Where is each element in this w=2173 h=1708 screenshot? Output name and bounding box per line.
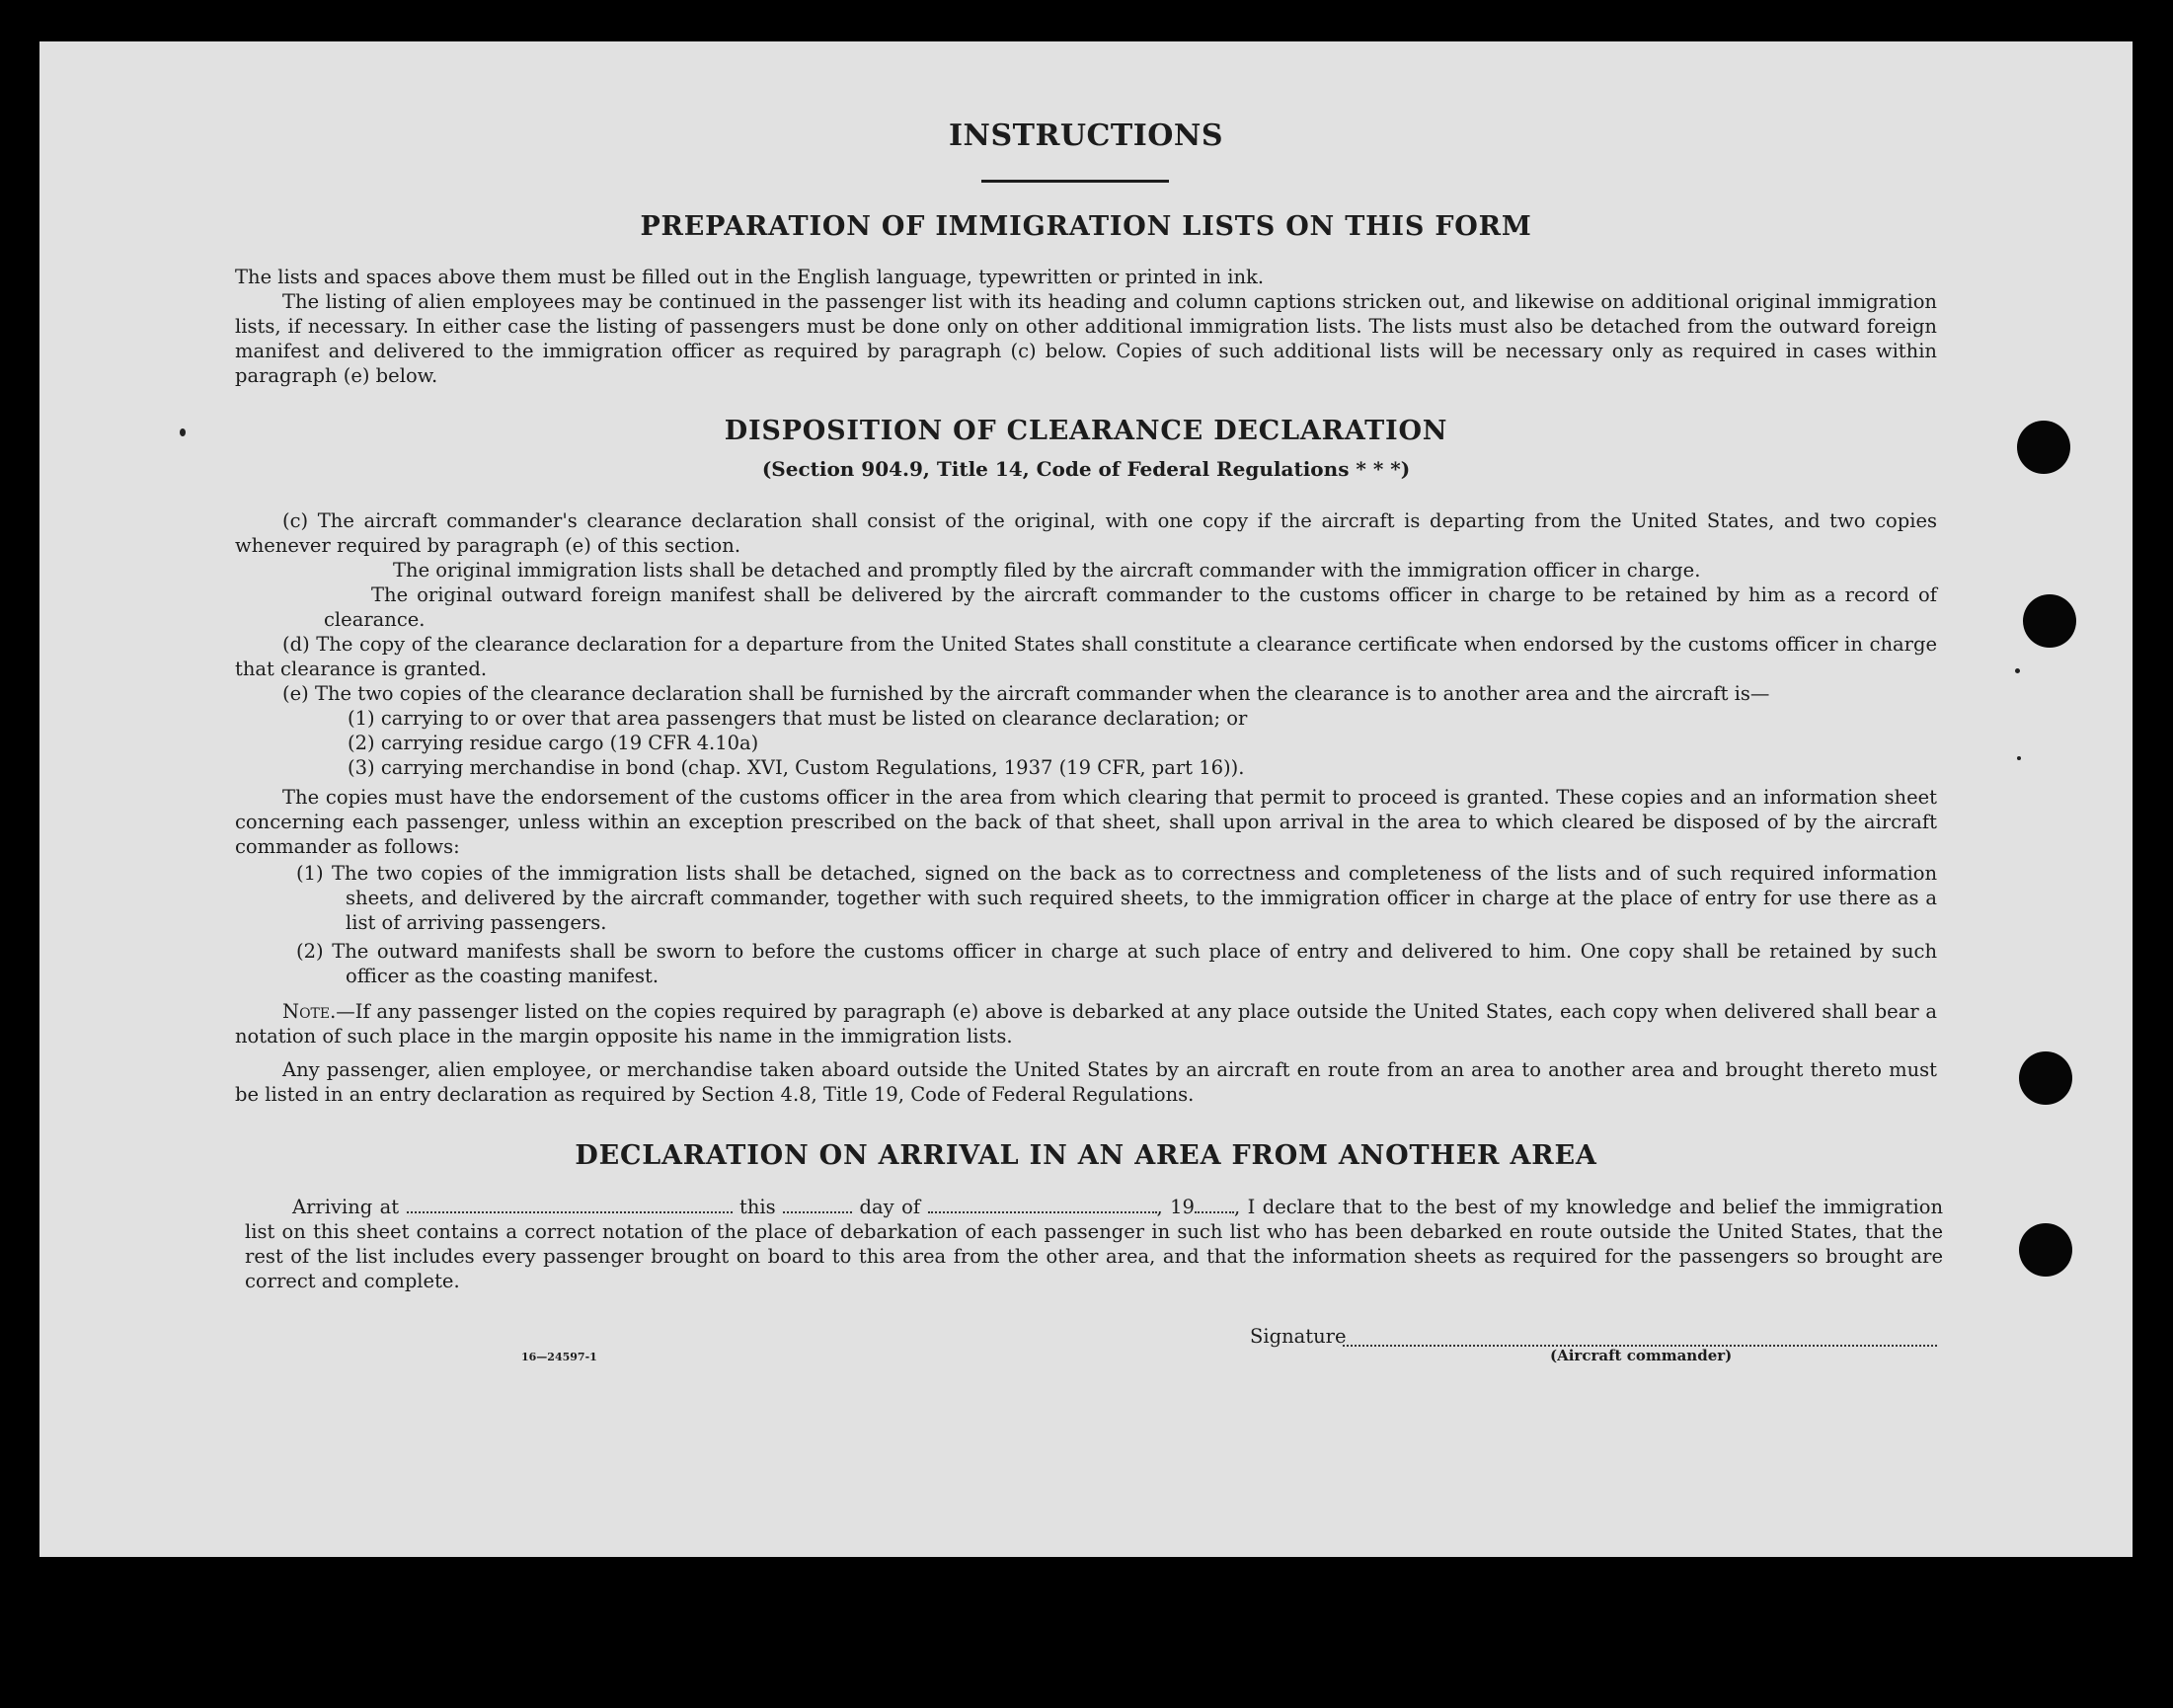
signature-caption: (Aircraft commander) <box>1550 1347 1733 1364</box>
paragraph-e: (e) The two copies of the clearance declaration shall be furnished by the aircraft commander when the clearance is to another area and the aircraft is— <box>282 682 1770 705</box>
form-number: 16—24597-1 <box>521 1351 597 1363</box>
paragraph-e-item-3: (3) carrying merchandise in bond (chap. XVI, Custom Regulations, 1937 (19 CFR, part 16)). <box>348 756 1245 779</box>
punch-mark <box>2017 756 2021 760</box>
day-of-label: day of <box>859 1196 921 1218</box>
punch-hole <box>2023 594 2076 648</box>
declaration-paragraph <box>245 1195 1943 1293</box>
title-rule <box>981 180 1169 183</box>
paragraph-c-original-lists: The original immigration lists shall be detached and promptly filed by the aircraft commander with the immigration officer in charge. <box>393 559 1701 582</box>
arrival-place-field[interactable] <box>407 1198 733 1213</box>
note-paragraph <box>235 999 1937 1048</box>
arrival-year-field[interactable] <box>1195 1198 1234 1213</box>
preparation-paragraph-1: The lists and spaces above them must be filled out in the English language, typewritten or printed in ink. <box>235 266 1265 288</box>
preparation-paragraph-2: The listing of alien employees may be continued in the passenger list with its heading and column captions stricken out, and likewise on additional original immigration lists, if necessary. In either case the listing of passengers must be done only on other additional immigration lists. The lists must also be detached from the outward foreign manifest and delivered to the immigration officer as required by paragraph (c) below. Copies of such additional lists will be necessary only as required in cases within paragraph (e) below. <box>235 290 1937 387</box>
paragraph-c: (c) The aircraft commander's clearance declaration shall consist of the original, with one copy if the aircraft is departing from the United States, and two copies whenever required by paragraph (e) of this section. <box>235 509 1937 557</box>
arrival-day-field[interactable] <box>783 1198 852 1213</box>
arrival-month-field[interactable] <box>928 1198 1157 1213</box>
copies-item-1: (1) The two copies of the immigration lists shall be detached, signed on the back as to correctness and completeness of the lists and of such required information sheets, and delivered by the aircraft commander, together with such required sheets, to the immigration officer in charge at the place of entry for use there as a list of arriving passengers. <box>296 862 1937 934</box>
note-label: Note. <box>282 1000 337 1023</box>
copies-paragraph: The copies must have the endorsement of the customs officer in the area from which clearing that permit to proceed is granted. These copies and an information sheet concerning each passenger, unless within an exception prescribed on the back of that sheet, shall upon arrival in the area to which cleared be disposed of by the aircraft commander as follows: <box>235 786 1937 858</box>
any-passenger-paragraph: Any passenger, alien employee, or merchandise taken aboard outside the United States by an aircraft en route from an area to another area and brought thereto must be listed in an entry declaration as required by Section 4.8, Title 19, Code of Federal Regulations. <box>235 1058 1937 1106</box>
form-page <box>39 41 2133 1557</box>
disposition-subheading: (Section 904.9, Title 14, Code of Federal Regulations * * *) <box>761 457 1411 481</box>
copies-item-2: (2) The outward manifests shall be sworn to before the customs officer in charge at such place of entry and delivered to him. One copy shall be retained by such officer as the coasting manifest. <box>296 940 1937 987</box>
year-prefix-label: , 19 <box>1156 1196 1195 1218</box>
paragraph-e-item-2: (2) carrying residue cargo (19 CFR 4.10a) <box>348 732 759 754</box>
instructions-title: INSTRUCTIONS <box>949 118 1223 153</box>
paragraph-c-outward-manifest: The original outward foreign manifest shall be delivered by the aircraft commander to the customs officer in charge to be retained by him as a record of clearance. <box>324 583 1937 631</box>
punch-hole <box>2019 1051 2072 1105</box>
disposition-heading: DISPOSITION OF CLEARANCE DECLARATION <box>724 416 1448 446</box>
paragraph-e-item-1: (1) carrying to or over that area passengers that must be listed on clearance declaration; or <box>348 707 1248 730</box>
paragraph-d: (d) The copy of the clearance declaration for a departure from the United States shall constitute a clearance certificate when endorsed by the customs officer in charge that clearance is granted. <box>235 633 1937 680</box>
declaration-heading: DECLARATION ON ARRIVAL IN AN AREA FROM ANOTHER AREA <box>575 1140 1597 1171</box>
this-label: this <box>739 1196 776 1218</box>
signature-label: Signature <box>1250 1325 1347 1348</box>
punch-mark <box>2015 668 2020 673</box>
note-text: —If any passenger listed on the copies required by paragraph (e) above is debarked at any place outside the United States, each copy when delivered shall bear a notation of such place in the margin opposite his name in the immigration lists. <box>235 1000 1937 1048</box>
punch-hole <box>2019 1223 2072 1277</box>
preparation-heading: PREPARATION OF IMMIGRATION LISTS ON THIS FORM <box>640 211 1532 242</box>
declaration-text: , I declare that to the best of my knowledge and belief the immigration list on this sheet contains a correct notation of the place of debarkation of each passenger in such list who has been debarked en route outside the United States, that the rest of the list includes every passenger brought on board to this area from the other area, and that the information sheets as required for the passengers so brought are correct and complete. <box>245 1196 1944 1292</box>
arriving-at-label: Arriving at <box>292 1196 400 1218</box>
